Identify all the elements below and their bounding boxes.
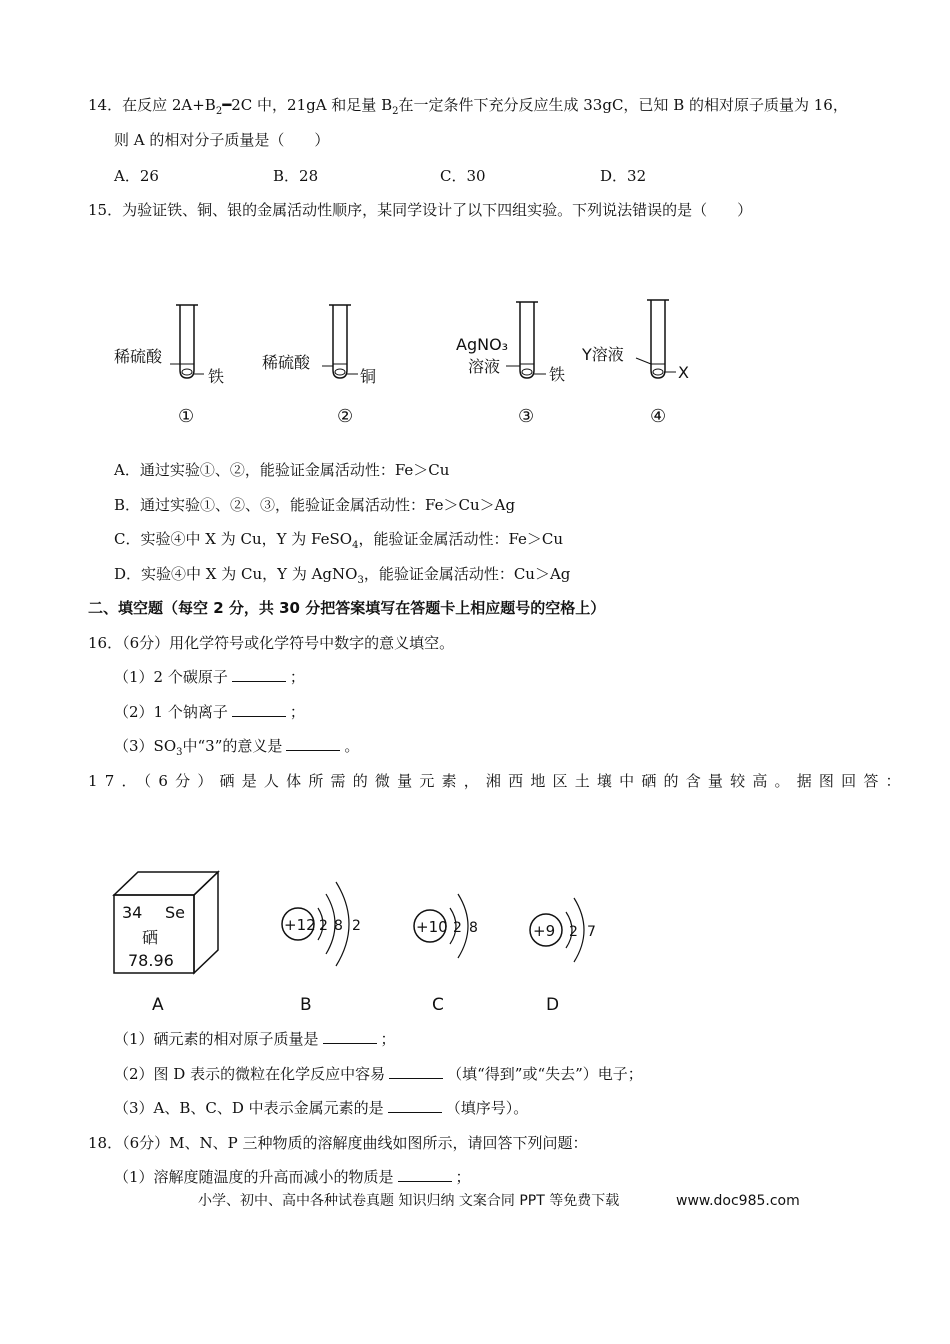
q16-stem: 16．（6分）用化学符号或化学符号中数字的意义填空。 [88, 634, 455, 652]
shell-d-2: 7 [587, 924, 596, 940]
test-tube-4 [581, 300, 689, 427]
nucleus-d: +9 [533, 922, 556, 940]
q17-part2: （2）图 D 表示的微粒在化学反应中容易 （填“得到”或“失去”）电子； [114, 1065, 643, 1083]
q15-option-c: C．实验④中 X 为 Cu，Y 为 FeSO$_4$，能验证金属活动性：Fe＞Cu [114, 530, 564, 551]
test-tube-2 [262, 305, 376, 427]
tube4-number: ④ [650, 406, 667, 427]
shell-c-2: 8 [469, 920, 478, 936]
shell-b-1: 2 [319, 918, 328, 934]
atomic-number: 34 [122, 903, 143, 922]
q18-stem: 18．（6分）M、N、P 三种物质的溶解度曲线如图所示，请回答下列问题： [88, 1134, 588, 1152]
tube1-acid-label: 稀硫酸 [114, 347, 163, 366]
q17-part3: （3）A、B、C、D 中表示金属元素的是 （填序号）。 [114, 1099, 529, 1117]
atom-structure-d [530, 898, 596, 1015]
atom-structure-c [414, 894, 478, 1015]
label-a: A [152, 995, 164, 1015]
tube1-metal-label: 铁 [208, 367, 225, 386]
tube4-metal-label: X [678, 363, 689, 382]
tube2-number: ② [337, 406, 354, 427]
answer-blank[interactable] [398, 1167, 452, 1182]
label-b: B [300, 995, 312, 1015]
answer-blank[interactable] [232, 667, 286, 682]
q15-stem: 15．为验证铁、铜、银的金属活动性顺序，某同学设计了以下四组实验。下列说法错误的是（ ） [88, 201, 753, 219]
q17-stem: 17．（6分）硒是人体所需的微量元素，湘西地区土壤中硒的含量较高。据图回答： [88, 772, 908, 790]
q15-option-a: A．通过实验①、②，能验证金属活动性：Fe＞Cu [114, 461, 450, 479]
answer-blank[interactable] [323, 1029, 377, 1044]
tube4-solution-label: Y溶液 [582, 345, 624, 364]
element-symbol: Se [165, 903, 185, 922]
tube3-metal-label: 铁 [549, 365, 566, 384]
q14-stem-line2: 则 A 的相对分子质量是（ ） [114, 131, 330, 149]
q14-option-c: C．30 [440, 167, 486, 185]
q17-part1: （1）硒元素的相对原子质量是 ； [114, 1030, 396, 1048]
q16-part1: （1）2 个碳原子 ； [114, 668, 305, 686]
answer-blank[interactable] [232, 702, 286, 717]
q15-test-tube-figure [100, 290, 720, 435]
shell-c-1: 2 [453, 920, 462, 936]
q14-stem-line1: 14．在反应 $2A+B_2━2C$ 中，21gA 和足量 $B_2$在一定条件下充分反应生成 33gC，已知 B 的相对原子质量为 16， [88, 96, 848, 117]
tube3-number: ③ [518, 406, 535, 427]
q15-option-d: D．实验④中 X 为 Cu，Y 为 AgNO$_3$，能验证金属活动性：Cu＞Ag [114, 565, 571, 586]
q14-option-d: D．32 [600, 167, 647, 185]
footer-site-link[interactable]: www.doc985.com [676, 1193, 800, 1209]
tube3-solution-label: 溶液 [468, 357, 501, 376]
q18-part1: （1）溶解度随温度的升高而减小的物质是 ； [114, 1168, 471, 1186]
element-name: 硒 [142, 928, 159, 947]
q16-part3: $(3)SO_3$中“3”的意义是 。 [114, 737, 360, 758]
section-title: 二、填空题（每空 2 分，共 30 分把答案填写在答题卡上相应题号的空格上） [88, 599, 606, 617]
label-c: C [432, 995, 444, 1015]
tube2-metal-label: 铜 [360, 367, 377, 386]
nucleus-b: +12 [284, 916, 316, 934]
answer-blank[interactable] [389, 1064, 443, 1079]
element-cell-a [114, 872, 218, 1015]
q15-option-b: B．通过实验①、②、③，能验证金属活动性：Fe＞Cu＞Ag [114, 496, 516, 514]
atom-structure-b [282, 882, 361, 1015]
tube2-acid-label: 稀硫酸 [262, 353, 311, 372]
atomic-mass: 78.96 [128, 951, 174, 970]
footer-text: 小学、初中、高中各种试卷真题 知识归纳 文案合同 PPT 等免费下载 [198, 1193, 620, 1209]
tube1-number: ① [178, 406, 195, 427]
shell-b-3: 2 [352, 918, 361, 934]
answer-blank[interactable] [286, 736, 340, 751]
tube3-solution-formula: AgNO₃ [456, 335, 509, 354]
test-tube-3 [456, 302, 565, 427]
shell-b-2: 8 [334, 918, 343, 934]
label-d: D [546, 995, 560, 1015]
shell-d-1: 2 [569, 924, 578, 940]
nucleus-c: +10 [416, 918, 448, 936]
test-tube-1 [114, 305, 224, 427]
q14-option-a: A．26 [114, 167, 159, 185]
answer-blank[interactable] [388, 1098, 442, 1113]
q16-part2: （2）1 个钠离子 ； [114, 703, 305, 721]
q14-option-b: B．28 [273, 167, 319, 185]
q17-atom-figure [100, 860, 620, 1020]
